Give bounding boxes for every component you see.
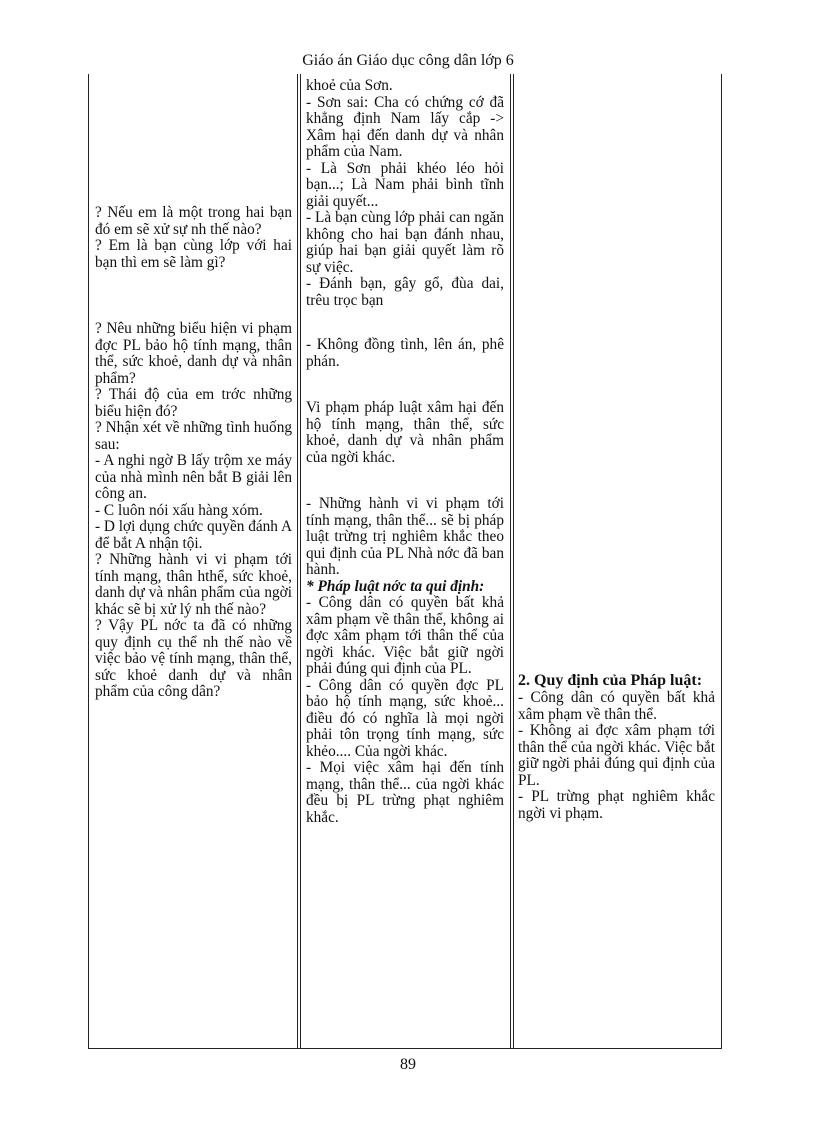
question: ? Nếu em là một trong hai bạn đó em sẽ xử sự nh thế nào?	[95, 204, 292, 238]
situation: - C luôn nói xấu hàng xóm.	[95, 501, 263, 519]
answer: - Là bạn cùng lớp phải can ngăn không cho hai bạn đánh nhau, giúp hai bạn giải quyết làm rõ sự việc.	[306, 209, 504, 276]
answer: - Là Sơn phải khéo léo hỏi bạn...; Là Nam phải bình tĩnh giải quyết...	[306, 159, 504, 210]
page-header: Giáo án Giáo dục công dân lớp 6	[302, 52, 514, 69]
question: ? Em là bạn cùng lớp với hai bạn thì em sẽ làm gì?	[95, 237, 292, 271]
page-number: 89	[400, 1056, 416, 1073]
answer: - Công dân có quyền bất khả xâm phạm về thân thể, không ai đợc xâm phạm tới thân thể của ngời khác. Việc bắt giữ ngời phải đúng qui định của PL.	[306, 594, 504, 677]
answer: khoẻ của Sơn.	[306, 77, 393, 94]
question: ? Thái độ của em trớc những biểu hiện đó?	[95, 386, 292, 420]
student-answers-column	[306, 78, 504, 826]
table-border-left	[88, 74, 89, 1049]
column-divider-1	[297, 74, 298, 1049]
question: ? Nhận xét về những tình huống sau:	[95, 419, 292, 453]
answer: - Không đồng tình, lên án, phê phán.	[306, 336, 504, 370]
situation: - A nghi ngờ B lấy trộm xe máy của nhà mình nên bắt B giải lên công an.	[95, 452, 292, 502]
answer: Vi phạm pháp luật xâm hại đến hộ tính mạng, thân thể, sức khoẻ, danh dự và nhân phẩm của ngời khác.	[306, 399, 504, 466]
column-divider-2	[510, 74, 511, 1049]
table-border-right	[721, 74, 722, 1049]
answer: - Công dân có quyền đợc PL bảo hộ tính mạng, sức khoẻ... điều đó có nghĩa là mọi ngời phải tôn trọng tính mạng, sức khẻo.... Của ngời khác.	[306, 676, 504, 760]
answer: - Đánh bạn, gây gổ, đùa dai, trêu trọc bạn	[306, 275, 504, 309]
question: ? Vậy PL nớc ta đã có những quy định cụ thể nh thế nào về việc bảo vệ tính mạng, thân thể, sức khoẻ danh dự và nhân phẩm của công dân?	[95, 617, 292, 700]
column-divider-2b	[513, 74, 514, 1049]
section-heading: 2. Quy định của Pháp luật:	[518, 672, 703, 689]
column-divider-1b	[300, 74, 301, 1049]
law-heading: * Pháp luật nớc ta qui định:	[306, 577, 485, 595]
content-item: - PL trừng phạt nghiêm khắc ngời vi phạm.	[518, 788, 715, 822]
content-item: - Công dân có quyền bất khả xâm phạm về thân thể.	[518, 689, 715, 723]
situation: - D lợi dụng chức quyền đánh A để bắt A nhận tội.	[95, 518, 292, 552]
content-item: - Không ai đợc xâm phạm tới thân thể của ngời khác. Việc bắt giữ ngời phải đúng qui định của PL.	[518, 722, 715, 789]
question: ? Những hành vi vi phạm tới tính mạng, thân hthể, sức khoẻ, danh dự và nhân phẩm của ngời khác sẽ bị xử lý nh thế nào?	[95, 551, 292, 618]
question: ? Nêu những biểu hiện vi phạm đợc PL bảo hộ tính mạng, thân thể, sức khoẻ, danh dự và nhân phẩm?	[95, 320, 292, 387]
answer: - Sơn sai: Cha có chứng cớ đã khẳng định Nam lấy cắp -> Xâm hại đến danh dự và nhân phẩm của Nam.	[306, 93, 504, 160]
answer: - Mọi việc xâm hại đến tính mạng, thân thể... của ngời khác đều bị PL trừng phạt nghiêm khắc.	[306, 759, 504, 826]
table-border-bottom	[88, 1048, 722, 1049]
answer: - Những hành vi vi phạm tới tính mạng, thân thể... sẽ bị pháp luật trừng trị nghiêm khắc theo qui định của PL Nhà nớc đã ban hành.	[306, 495, 504, 578]
content-column	[518, 672, 715, 822]
teacher-questions-column	[95, 205, 292, 701]
